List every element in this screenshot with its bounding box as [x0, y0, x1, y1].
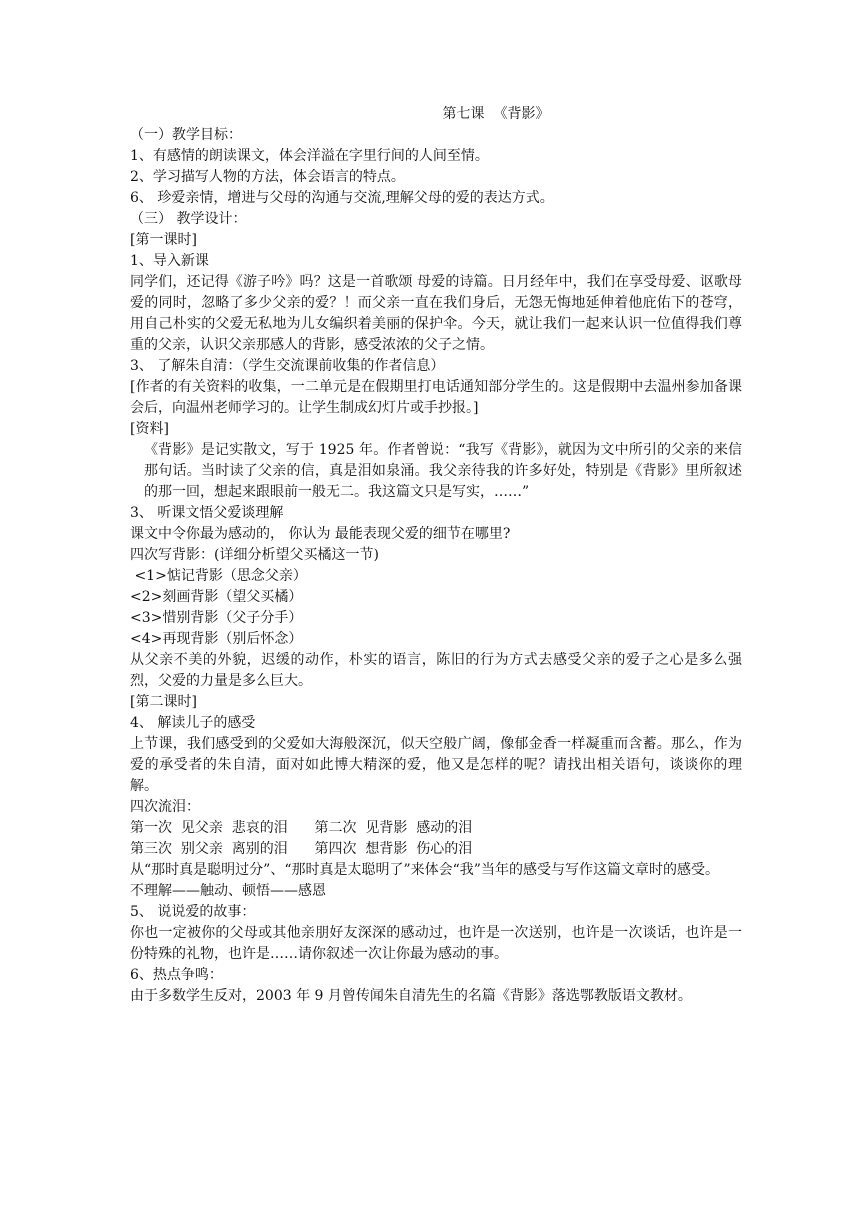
story-paragraph: 你也一定被你的父母或其他亲朋好友深深的感动过，也许是一次送别，也许是一次谈话，也许是一份特殊的礼物，也许是……请你叙述一次让你最为感动的事。	[130, 925, 742, 962]
step-1-heading: 1、导入新课	[130, 253, 209, 269]
material-label: [资料]	[130, 421, 169, 437]
author-paragraph: [作者的有关资料的收集，一二单元是在假期里打电话通知部分学生的。这是假期中去温州参加备课会后，向温州老师学习的。让学生制成幻灯片或手抄报。]	[130, 379, 742, 416]
step-3b-heading: 3、 听课文悟父爱谈理解	[130, 505, 284, 521]
lesson-2-label: [第二课时]	[130, 694, 197, 710]
view-4: <4>再现背影（别后怀念）	[130, 631, 303, 647]
tears-row-2: 第三次 别父亲 离别的泪 第四次 想背影 伤心的泪	[130, 841, 473, 857]
goals-heading: （一）教学目标：	[130, 127, 242, 143]
summary-paragraph: 从父亲不美的外貌，迟缓的动作，朴实的语言，陈旧的行为方式去感受父亲的爱子之心是多么强烈，父爱的力量是多么巨大。	[130, 652, 742, 689]
step-3-heading: 3、 了解朱自清：（学生交流课前收集的作者信息）	[130, 358, 445, 374]
view-1: <1>惦记背影（思念父亲）	[130, 568, 307, 584]
lesson-1-label: [第一课时]	[130, 232, 197, 248]
document-page	[130, 104, 742, 1007]
step-4-heading: 4、 解读儿子的感受	[130, 715, 256, 731]
debate-line: 由于多数学生反对，2003 年 9 月曾传闻朱自清先生的名篇《背影》落选鄂教版语文教材。	[130, 988, 692, 1004]
lesson-title: 第七课 《背影》	[442, 106, 550, 122]
material-paragraph: 《背影》是记实散文，写于 1925 年。作者曾说：“我写《背影》，就因为文中所引的父亲的来信那句话。当时读了父亲的信，真是泪如泉涌。我父亲待我的许多好处，特别是《背影》里所叙述的那一回，想起来跟眼前一般无二。我这篇文只是写实，……”	[144, 442, 742, 500]
goal-6: 6、 珍爱亲情，增进与父母的沟通与交流,理解父母的爱的表达方式。	[130, 190, 554, 206]
intro-paragraph: 同学们，还记得《游子吟》吗？这是一首歌颂 母爱的诗篇。日月经年中，我们在享受母爱、讴歌母爱的同时，忽略了多少父亲的爱？！而父亲一直在我们身后，无怨无悔地延伸着他庇佑下的苍穹，用自己朴实的父爱无私地为儿女编织着美丽的保护伞。今天，就让我们一起来认识一位值得我们尊重的父亲，认识父亲那感人的背影，感受浓浓的父子之情。	[130, 274, 742, 353]
design-heading: （三） 教学设计：	[130, 211, 247, 227]
view-3: <3>惜别背影（父子分手）	[130, 610, 303, 626]
four-tears-heading: 四次流泪：	[130, 799, 200, 815]
four-views-heading: 四次写背影：(详细分析望父买橘这一节)	[130, 547, 379, 563]
goal-2: 2、学习描写人物的方法，体会语言的特点。	[130, 169, 405, 185]
view-2: <2>刻画背影（望父买橘）	[130, 589, 303, 605]
son-paragraph: 上节课，我们感受到的父爱如大海般深沉，似天空般广阔，像郁金香一样凝重而含蓄。那么，作为爱的承受者的朱自清，面对如此博大精深的爱，他又是怎样的呢？请找出相关语句，谈谈你的理解。	[130, 736, 742, 794]
tears-row-1: 第一次 见父亲 悲哀的泪 第二次 见背影 感动的泪	[130, 820, 473, 836]
step-5-heading: 5、 说说爱的故事：	[130, 904, 256, 920]
question-line: 课文中令你最为感动的， 你认为 最能表现父爱的细节在哪里?	[130, 526, 511, 542]
step-6-heading: 6、热点争鸣：	[130, 967, 223, 983]
understanding-line: 不理解——触动、顿悟——感恩	[130, 883, 326, 899]
feel-paragraph: 从“那时真是聪明过分”、“那时真是太聪明了”来体会“我”当年的感受与写作这篇文章时的感受。	[130, 862, 719, 878]
goal-1: 1、有感情的朗读课文，体会洋溢在字里行间的人间至情。	[130, 148, 489, 164]
